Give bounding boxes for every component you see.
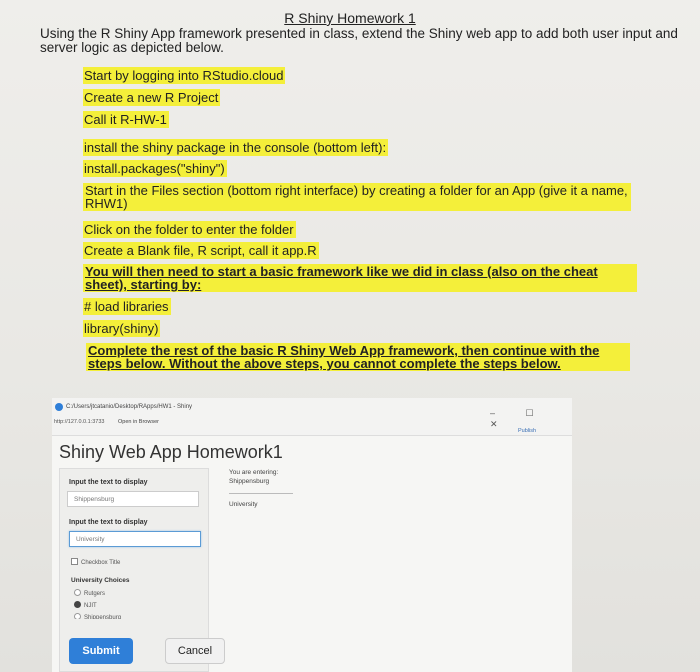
submit-button[interactable]: Submit: [69, 638, 133, 664]
page-title: R Shiny Homework 1: [284, 10, 416, 26]
step-item: install.packages("shiny"): [84, 161, 225, 176]
output-divider: [229, 493, 293, 494]
choices-label: University Choices: [71, 577, 130, 584]
input2-label: Input the text to display: [69, 519, 148, 526]
radio-option-shippensburg[interactable]: Shippensburg: [74, 613, 121, 619]
radio-option-njit[interactable]: NJIT: [74, 601, 97, 609]
step-item: You will then need to start a basic framework like we did in class (also on the cheat sheet), starting by:: [83, 264, 637, 292]
step-item: Click on the folder to enter the folder: [84, 222, 294, 237]
step-item: install the shiny package in the console (bottom left):: [84, 140, 387, 155]
cancel-button[interactable]: Cancel: [165, 638, 225, 664]
input2-field[interactable]: University: [69, 531, 201, 547]
step-item: library(shiny): [84, 321, 159, 336]
rstudio-icon: [55, 403, 63, 411]
app-title: Shiny Web App Homework1: [59, 442, 283, 462]
checkbox-label: Checkbox Title: [81, 560, 121, 566]
input1-label: Input the text to display: [69, 479, 148, 486]
radio-button[interactable]: [74, 589, 81, 596]
radio-button[interactable]: [74, 613, 81, 619]
publish-button[interactable]: Publish: [518, 428, 537, 434]
step-item: Start in the Files section (bottom right interface) by creating a folder for an App (give it a name, RHW1): [83, 183, 631, 211]
open-in-browser-button[interactable]: Open in Browser: [118, 419, 159, 425]
window-titlebar: [52, 398, 572, 436]
step-item: # load libraries: [84, 299, 169, 314]
step-item: Create a Blank file, R script, call it app.R: [84, 243, 317, 258]
step-item: Create a new R Project: [84, 90, 219, 105]
shiny-app-screenshot: [52, 398, 572, 672]
radio-button-selected[interactable]: [74, 601, 81, 608]
step-item: Complete the rest of the basic R Shiny Web App framework, then continue with the steps below. Without the above steps, you cannot complete the steps below.: [86, 343, 630, 371]
step-item: Start by logging into RStudio.cloud: [84, 68, 284, 83]
input1-field[interactable]: Shippensburg: [67, 491, 199, 507]
output-line-1: Shippensburg: [229, 478, 270, 485]
output-heading: You are entering:: [229, 469, 279, 476]
app-url: http://127.0.0.1:3733: [54, 419, 105, 425]
step-item: Call it R-HW-1: [84, 112, 167, 127]
checkbox[interactable]: [71, 558, 120, 566]
checkbox-box[interactable]: [71, 558, 78, 565]
output-line-2: University: [229, 501, 258, 508]
button-bar: [59, 632, 213, 672]
intro-paragraph: Using the R Shiny App framework presented in class, extend the Shiny web app to add both user input and server logic as depicted below.: [40, 26, 678, 55]
window-controls[interactable]: – ☐ ✕: [490, 408, 548, 429]
window-path: C:/Users/jtcatanio/Desktop/RApps/HW1 - Shiny: [66, 404, 193, 410]
radio-option-rutgers[interactable]: Rutgers: [74, 589, 105, 597]
